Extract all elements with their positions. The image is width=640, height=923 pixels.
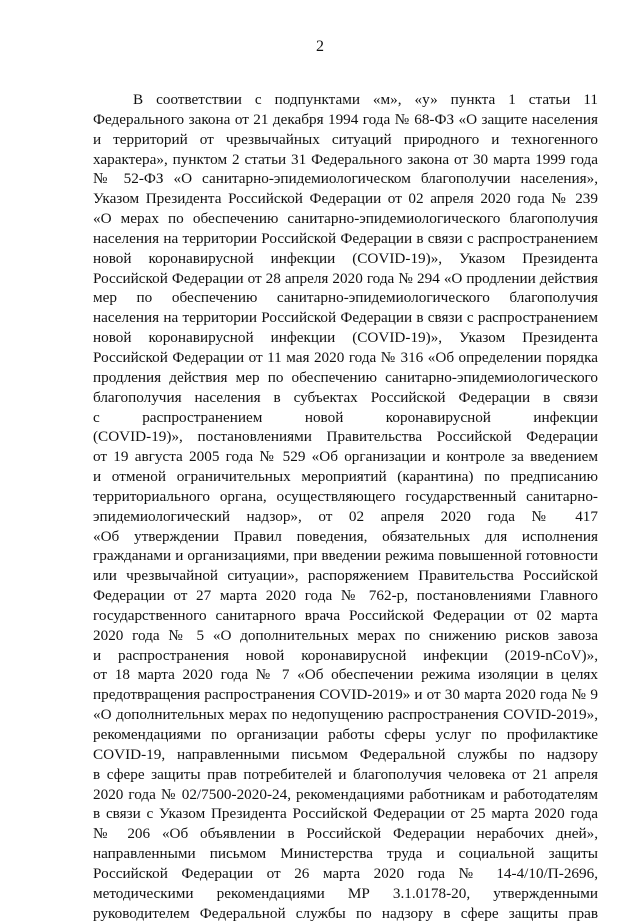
text-line: и отменой ограничительных мероприятий (карантина) по предписанию: [93, 468, 598, 486]
text-line: в сфере защиты прав потребителей и благополучия человека от 21 апреля: [93, 765, 598, 783]
text-line: «О мерах по обеспечению санитарно-эпидемиологического благополучия: [93, 210, 598, 228]
text-line: Российской Федерации от 26 марта 2020 года № 14-4/10/П-2696,: [93, 864, 598, 882]
text-line: В соответствии с подпунктами «м», «у» пункта 1 статьи 11: [133, 91, 598, 108]
text-line: и территорий от чрезвычайных ситуаций природного и техногенного: [93, 130, 598, 148]
text-line: характера», пунктом 2 статьи 31 Федерального закона от 30 марта 1999 года: [93, 150, 598, 168]
text-line: новой коронавирусной инфекции (COVID-19)», Указом Президента: [93, 249, 598, 267]
text-line: от 19 августа 2005 года № 529 «Об организации и контроле за введением: [93, 448, 598, 466]
text-line: благополучия населения в субъектах Российской Федерации в связи: [93, 388, 598, 406]
text-line: руководителем Федеральной службы по надзору в сфере защиты прав: [93, 904, 598, 922]
text-line: мер по обеспечению санитарно-эпидемиологического благополучия: [93, 289, 598, 307]
text-line: Российской Федерации от 28 апреля 2020 года № 294 «О продлении действия: [93, 269, 598, 287]
text-line: рекомендациями по организации работы сферы услуг по профилактике: [93, 726, 598, 743]
text-line: или чрезвычайной ситуации», распоряжением Правительства Российской: [93, 567, 598, 585]
text-line: от 18 марта 2020 года № 7 «Об обеспечении режима изоляции в целях: [93, 666, 598, 684]
text-line: Указом Президента Российской Федерации от 02 апреля 2020 года № 239: [93, 190, 598, 208]
page-number: 2: [316, 38, 324, 55]
text-line: Федерального закона от 21 декабря 1994 года № 68-ФЗ «О защите населения: [93, 110, 598, 128]
text-line: 2020 года № 02/7500-2020-24, рекомендациями работникам и работодателям: [93, 785, 598, 803]
text-line: COVID-19, направленными письмом Федеральной службы по надзору: [93, 745, 598, 763]
text-line: Российской Федерации от 11 мая 2020 года № 316 «Об определении порядка: [93, 348, 598, 366]
text-line: государственного санитарного врача Российской Федерации от 02 марта: [93, 606, 598, 624]
text-line: территориального органа, осуществляющего государственный санитарно-: [93, 487, 598, 505]
text-line: продления действия мер по обеспечению санитарно-эпидемиологического: [93, 368, 598, 386]
text-line: «Об утверждении Правил поведения, обязательных для исполнения: [93, 527, 598, 545]
text-line: гражданами и организациями, при введении режима повышенной готовности: [93, 547, 598, 565]
text-line: № 52-ФЗ «О санитарно-эпидемиологическом благополучии населения»,: [93, 170, 598, 188]
text-line: эпидемиологический надзор», от 02 апреля 2020 года № 417: [93, 507, 598, 525]
text-line: новой коронавирусной инфекции (COVID-19)», Указом Президента: [93, 329, 598, 347]
text-line: 2020 года № 5 «О дополнительных мерах по снижению рисков завоза: [93, 626, 598, 644]
text-line: «О дополнительных мерах по недопущению распространения COVID-2019»,: [93, 706, 598, 724]
text-line: методическими рекомендациями МР 3.1.0178-20, утвержденными: [93, 884, 598, 902]
text-line: предотвращения распространения COVID-2019» и от 30 марта 2020 года № 9: [93, 686, 598, 704]
body-paragraph: [93, 90, 598, 923]
text-line: с распространением новой коронавирусной инфекции: [93, 408, 598, 426]
text-line: Федерации от 27 марта 2020 года № 762-р, постановлениями Главного: [93, 587, 598, 605]
text-line: (COVID-19)», постановлениями Правительства Российской Федерации: [93, 428, 598, 446]
text-line: № 206 «Об объявлении в Российской Федерации нерабочих дней»,: [93, 825, 598, 843]
text-line: и распространения новой коронавирусной инфекции (2019-nCoV)»,: [93, 646, 598, 664]
text-line: в связи с Указом Президента Российской Федерации от 25 марта 2020 года: [93, 805, 598, 823]
text-line: населения на территории Российской Федерации в связи с распространением: [93, 229, 598, 247]
text-line: направленными письмом Министерства труда и социальной защиты: [93, 845, 598, 863]
text-line: населения на территории Российской Федерации в связи с распространением: [93, 309, 598, 327]
